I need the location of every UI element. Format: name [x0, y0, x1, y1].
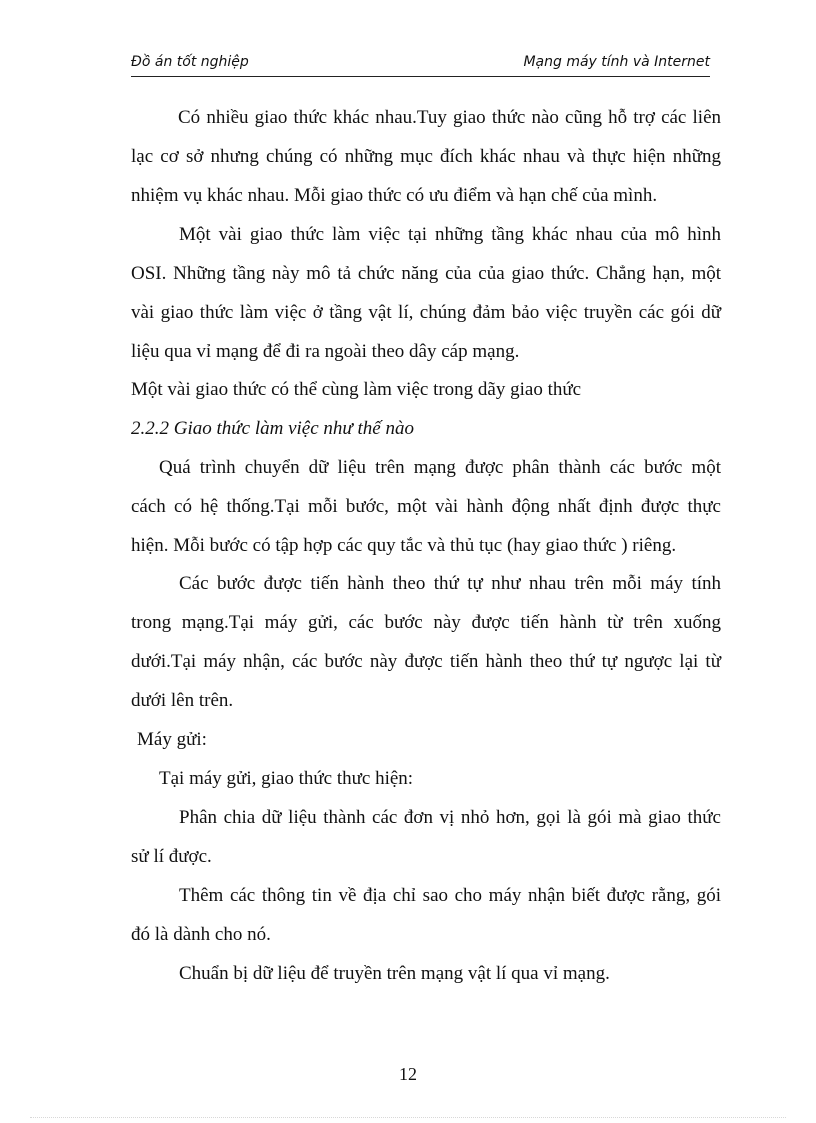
header-left-title: Đồ án tốt nghiệp	[131, 54, 249, 70]
paragraph-line: Một vài giao thức có thể cùng làm việc trong dãy giao thức	[131, 379, 582, 400]
paragraph-line: Các bước được tiến hành theo thứ tự như nhau trên mỗi máy tính	[179, 573, 721, 594]
paragraph-line: Quá trình chuyển dữ liệu trên mạng được phân thành các bước một	[159, 457, 721, 478]
paragraph-line: dưới.Tại máy nhận, các bước này được tiến hành theo thứ tự ngược lại từ	[131, 651, 721, 672]
paragraph-line: liệu qua vỉ mạng để đi ra ngoài theo dây cáp mạng.	[131, 341, 520, 362]
paragraph-line: Có nhiều giao thức khác nhau.Tuy giao thức nào cũng hỗ trợ các liên	[178, 107, 721, 128]
paragraph-line: Phân chia dữ liệu thành các đơn vị nhỏ hơn, gọi là gói mà giao thức	[179, 807, 721, 828]
paragraph-line: Một vài giao thức làm việc tại những tầng khác nhau của mô hình	[179, 224, 721, 245]
page-number: 12	[399, 1064, 417, 1084]
paragraph-line: lạc cơ sở nhưng chúng có những mục đích khác nhau và thực hiện những	[131, 146, 721, 167]
paragraph-line: trong mạng.Tại máy gửi, các bước này được tiến hành từ trên xuống	[131, 612, 721, 633]
paragraph-line: dưới lên trên.	[131, 690, 234, 711]
paragraph-line: Máy gửi:	[137, 729, 207, 750]
paragraph-line: Chuẩn bị dữ liệu để truyền trên mạng vật lí qua vỉ mạng.	[179, 963, 610, 984]
bottom-divider	[30, 1117, 786, 1118]
paragraph-line: hiện. Mỗi bước có tập hợp các quy tắc và thủ tục (hay giao thức ) riêng.	[131, 535, 677, 556]
paragraph-line: Thêm các thông tin về địa chỉ sao cho máy nhận biết được rằng, gói	[179, 885, 721, 906]
paragraph-line: sử lí được.	[131, 846, 212, 867]
paragraph-line: cách có hệ thống.Tại mỗi bước, một vài hành động nhất định được thực	[131, 496, 721, 517]
paragraph-line: nhiệm vụ khác nhau. Mỗi giao thức có ưu điểm và hạn chế của mình.	[131, 185, 658, 206]
section-heading: 2.2.2 Giao thức làm việc như thế nào	[131, 418, 414, 439]
paragraph-line: vài giao thức làm việc ở tầng vật lí, chúng đảm bảo việc truyền các gói dữ	[131, 302, 721, 323]
page-header	[131, 48, 710, 77]
paragraph-line: Tại máy gửi, giao thức thưc hiện:	[159, 768, 414, 789]
header-right-title: Mạng máy tính và Internet	[523, 54, 710, 70]
paragraph-line: đó là dành cho nó.	[131, 924, 271, 945]
paragraph-line: OSI. Những tầng này mô tả chức năng của của giao thức. Chẳng hạn, một	[131, 263, 721, 284]
